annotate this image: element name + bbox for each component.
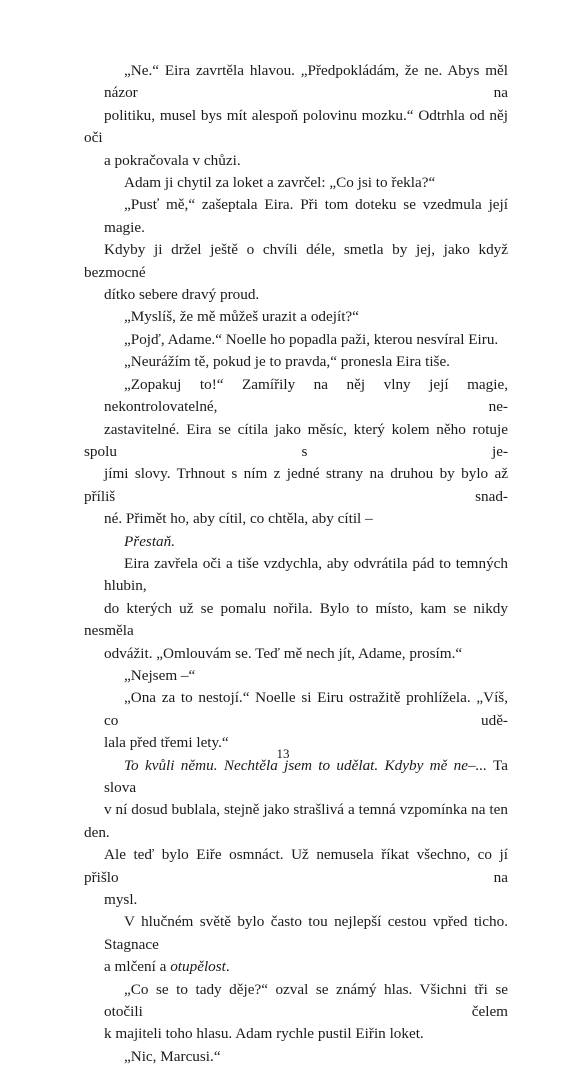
line-text: „Pojď, Adame.“ Noelle ho popadla paži, kterou nesvíral Eiru. bbox=[124, 330, 499, 348]
text-line bbox=[84, 553, 508, 598]
text-line bbox=[84, 531, 508, 553]
text-line bbox=[84, 799, 508, 844]
line-text: k majiteli toho hlasu. Adam rychle pustil Eiřin loket. bbox=[104, 1025, 424, 1043]
paragraph bbox=[84, 306, 508, 328]
paragraph bbox=[84, 553, 508, 665]
text-line bbox=[84, 598, 508, 643]
paragraph bbox=[84, 351, 508, 373]
line-text: V hlučném světě bylo často tou nejlepší cestou vpřed ticho. Stagnace bbox=[104, 913, 508, 953]
text-body bbox=[84, 60, 508, 1068]
line-text: a mlčení a bbox=[104, 958, 171, 976]
text-line bbox=[84, 463, 508, 508]
text-line bbox=[84, 194, 508, 239]
line-text: Přestaň. bbox=[124, 532, 176, 550]
line-text: v ní dosud bublala, stejně jako strašlivá a temná vzpomínka na ten den. bbox=[84, 801, 508, 841]
line-text: „Ona za to nestojí.“ Noelle si Eiru ostražitě prohlížela. „Víš, co udě- bbox=[104, 689, 508, 729]
page-number: 13 bbox=[276, 746, 290, 761]
paragraph bbox=[84, 665, 508, 687]
text-line bbox=[84, 105, 508, 150]
text-line bbox=[84, 351, 508, 373]
line-text: zastavitelné. Eira se cítila jako měsíc, který kolem něho rotuje spolu s je- bbox=[84, 420, 508, 460]
line-text: né. Přimět ho, aby cítil, co chtěla, aby cítil – bbox=[104, 510, 373, 528]
line-text: „Zopakuj to!“ Zamířily na něj vlny její magie, nekontrolovatelné, ne- bbox=[104, 375, 508, 416]
text-line bbox=[84, 911, 508, 956]
line-text: Adam ji chytil za loket a zavrčel: „Co jsi to řekla?“ bbox=[124, 174, 436, 192]
paragraph bbox=[84, 911, 508, 978]
paragraph bbox=[84, 755, 508, 912]
text-line bbox=[84, 979, 508, 1024]
paragraph bbox=[84, 1046, 508, 1068]
line-text: Ta slova bbox=[104, 756, 508, 796]
paragraph bbox=[84, 979, 508, 1046]
text-line bbox=[84, 508, 508, 530]
line-text: „Co se to tady děje?“ ozval se známý hlas. Všichni tři se otočili čelem bbox=[104, 980, 508, 1021]
text-line bbox=[84, 687, 508, 732]
text-line bbox=[84, 306, 508, 328]
text-line bbox=[84, 172, 508, 194]
text-line bbox=[84, 665, 508, 687]
line-text: dítko sebere dravý proud. bbox=[104, 286, 260, 304]
text-line bbox=[84, 284, 508, 306]
paragraph bbox=[84, 531, 508, 553]
italic-thought: To kvůli němu. Nechtěla jsem to udělat. Kdyby mě ne–... bbox=[124, 756, 487, 774]
text-line bbox=[84, 419, 508, 464]
line-text: „Pusť mě,“ zašeptala Eira. Při tom doteku se vzedmula její magie. bbox=[104, 196, 508, 236]
line-text: Eira zavřela oči a tiše vzdychla, aby odvrátila pád to temných hlubin, bbox=[104, 554, 508, 595]
paragraph bbox=[84, 374, 508, 531]
paragraph bbox=[84, 687, 508, 754]
paragraph bbox=[84, 60, 508, 172]
text-line bbox=[84, 150, 508, 172]
line-text: lala před třemi lety.“ bbox=[104, 734, 229, 752]
line-text: „Nejsem –“ bbox=[124, 666, 196, 684]
line-text: odvážit. „Omlouvám se. Teď mě nech jít, Adame, prosím.“ bbox=[104, 644, 463, 662]
line-text: a pokračovala v chůzi. bbox=[104, 151, 241, 169]
line-text: Ale teď bylo Eiře osmnáct. Už nemusela říkat všechno, co jí přišlo na bbox=[84, 846, 508, 886]
line-text: Kdyby ji držel ještě o chvíli déle, smetla by jej, jako když bezmocné bbox=[84, 241, 508, 281]
paragraph bbox=[84, 194, 508, 306]
text-line bbox=[84, 1046, 508, 1068]
text-line bbox=[84, 844, 508, 889]
text-line bbox=[84, 956, 508, 978]
text-line bbox=[84, 329, 508, 351]
punctuation: . bbox=[225, 958, 230, 976]
line-text: mysl. bbox=[104, 891, 138, 909]
text-line bbox=[84, 643, 508, 665]
book-page bbox=[84, 60, 508, 1068]
paragraph bbox=[84, 329, 508, 351]
text-line bbox=[84, 60, 508, 105]
line-text: „Myslíš, že mě můžeš urazit a odejít?“ bbox=[124, 308, 359, 326]
line-text: politiku, musel bys mít alespoň polovinu mozku.“ Odtrhla od něj oči bbox=[84, 106, 508, 147]
line-text: „Nic, Marcusi.“ bbox=[124, 1047, 221, 1065]
text-line bbox=[84, 889, 508, 911]
line-text: do kterých už se pomalu nořila. Bylo to místo, kam se nikdy nesměla bbox=[84, 599, 508, 640]
text-line bbox=[84, 1023, 508, 1045]
text-line bbox=[84, 239, 508, 284]
text-line bbox=[84, 374, 508, 419]
line-text: jími slovy. Trhnout s ním z jedné strany na druhou by bylo až příliš snad- bbox=[84, 465, 508, 505]
line-text: „Ne.“ Eira zavrtěla hlavou. „Předpokládám, že ne. Abys měl názor na bbox=[104, 62, 508, 102]
line-text: „Neurážím tě, pokud je to pravda,“ pronesla Eira tiše. bbox=[124, 353, 450, 371]
paragraph bbox=[84, 172, 508, 194]
italic-word: otupělost bbox=[170, 958, 226, 976]
